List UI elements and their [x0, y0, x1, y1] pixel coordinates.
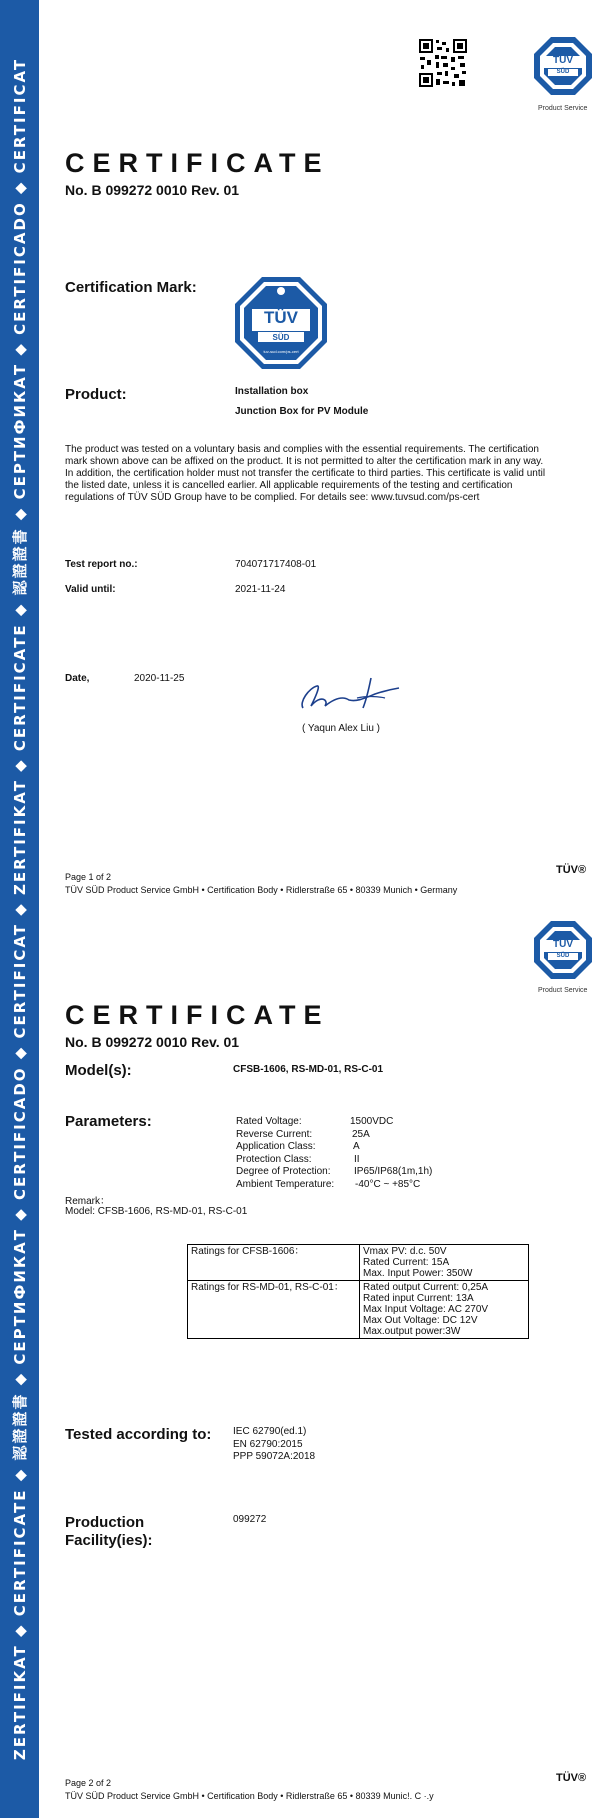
rating-line: Rated output Current: 0,25A: [363, 1282, 489, 1293]
product-service-label: Product Service: [538, 105, 588, 112]
param-row: [236, 1129, 432, 1142]
table-row: [188, 1245, 529, 1281]
param-value: A: [353, 1141, 360, 1152]
production-facility-label: Production Facility(ies):: [65, 1514, 153, 1549]
mark-url: tuv-sud.com/ps-cert: [263, 349, 299, 354]
rating-line: Max.output power:3W: [363, 1326, 461, 1337]
tuv-logo-icon: [533, 36, 593, 100]
param-value: II: [354, 1153, 360, 1165]
standard-item: PPP 59072A:2018: [233, 1451, 316, 1462]
param-row: [236, 1141, 432, 1154]
param-row: [236, 1166, 432, 1179]
models-value: CFSB-1606, RS-MD-01, RS-C-01: [233, 1064, 384, 1075]
rating-line: Rated input Current: 13A: [363, 1293, 474, 1304]
signature-icon: [295, 672, 405, 714]
rating-line: Rated Current: 15A: [363, 1257, 450, 1268]
rating-line: Max. Input Power: 350W: [363, 1268, 473, 1279]
remark-model: Model: CFSB-1606, RS-MD-01, RS-C-01: [65, 1206, 248, 1217]
param-value: 25A: [352, 1128, 370, 1140]
tested-standards: [233, 1426, 315, 1464]
parameters-label: Parameters:: [65, 1113, 152, 1130]
param-value: IP65/IP68(1m,1h): [354, 1166, 433, 1177]
ratings-right-cell: [360, 1245, 529, 1281]
tested-according-label: Tested according to:: [65, 1426, 212, 1443]
page2-footer: TÜV SÜD Product Service GmbH • Certification Body • Ridlerstraße 65 • 80339 Munic!. C ·.y: [65, 1791, 434, 1801]
product-line1: Installation box: [235, 386, 309, 397]
ratings-table: [187, 1244, 529, 1339]
test-report-label: Test report no.:: [65, 559, 138, 570]
compliance-paragraph: The product was tested on a voluntary basis and complies with the essential requirements. The certification mark shown above can be affixed on the product. It is not permitted to alter the certification mark in any way. In addition, the certification holder must not transfer the certificate to third parties. This certificate is valid until the listed date, unless it is cancelled earlier. All applicable requirements of the testing and certification regulations of TÜV SÜD Group have to be complied. For details see: www.tuvsud.com/ps-cert: [65, 444, 546, 503]
test-report-value: 704071717408-01: [235, 559, 317, 570]
page1-title: CERTIFICATE: [65, 148, 330, 178]
page2-title: CERTIFICATE: [65, 1000, 330, 1030]
page1-page-number: Page 1 of 2: [65, 872, 112, 882]
production-facility-value: 099272: [233, 1514, 267, 1525]
param-value: 1500VDC: [350, 1116, 394, 1127]
page1-cert-number: No. B 099272 0010 Rev. 01: [65, 182, 240, 198]
date-label: Date,: [65, 673, 90, 684]
page1-footer: TÜV SÜD Product Service GmbH • Certification Body • Ridlerstraße 65 • 80339 Munich • Germany: [65, 885, 458, 895]
param-value: -40°C ~ +85°C: [355, 1178, 421, 1190]
rating-line: Vmax PV: d.c. 50V: [363, 1246, 447, 1257]
logo-text: TÜV: [553, 55, 573, 66]
logo-sub: SÜD: [556, 69, 570, 75]
param-key: Rated Voltage:: [236, 1116, 302, 1127]
certification-mark-label: Certification Mark:: [65, 279, 197, 296]
param-key: Degree of Protection:: [236, 1166, 331, 1177]
date-value: 2020-11-25: [134, 673, 185, 684]
page2-tuv-mark: TÜV®: [556, 1772, 587, 1784]
param-row: [236, 1179, 432, 1192]
product-service-label: Product Service: [538, 987, 588, 994]
logo-sub: SÜD: [556, 953, 570, 959]
mark-text: TÜV: [264, 308, 298, 327]
remark-label: Remark：: [65, 1196, 111, 1207]
rating-line: Max Input Voltage: AC 270V: [363, 1304, 489, 1315]
param-row: [236, 1154, 432, 1167]
param-key: Application Class:: [236, 1141, 316, 1152]
ratings-left-cell: Ratings for CFSB-1606：: [188, 1245, 360, 1281]
ratings-right-cell: [360, 1281, 529, 1339]
parameters-list: [236, 1116, 432, 1191]
product-label: Product:: [65, 386, 127, 403]
standard-item: EN 62790:2015: [233, 1438, 303, 1450]
param-key: Protection Class:: [236, 1153, 312, 1165]
logo-text: TÜV: [553, 939, 573, 950]
param-key: Ambient Temperature:: [236, 1178, 335, 1190]
page2-cert-number: No. B 099272 0010 Rev. 01: [65, 1034, 240, 1050]
side-band-text: ZERTIFIKAT ◆ CERTIFICATE ◆ 認證證書 ◆ СЕРТИФИКАТ ◆ CERTIFICADO ◆ CERTIFICAT ◆ ZERTIFIKAT ◆ CERTIFICATE ◆ 認證證書 ◆ СЕРТИФИКАТ ◆ CERTIFICADO ◆ CERTIFICAT: [11, 57, 29, 1761]
signer-name: ( Yaqun Alex Liu ): [302, 723, 381, 734]
tuv-logo-icon: [533, 920, 593, 984]
param-row: [236, 1116, 432, 1129]
product-line2: Junction Box for PV Module: [235, 406, 369, 417]
page1-tuv-mark: TÜV®: [556, 864, 587, 876]
table-row: [188, 1281, 529, 1339]
models-label: Model(s):: [65, 1062, 132, 1079]
standard-item: IEC 62790(ed.1): [233, 1426, 307, 1437]
side-band: [0, 0, 39, 1818]
rating-line: Max Out Voltage: DC 12V: [363, 1315, 478, 1326]
param-key: Reverse Current:: [236, 1128, 313, 1140]
ratings-left-cell: Ratings for RS-MD-01, RS-C-01：: [188, 1281, 360, 1339]
valid-until-label: Valid until:: [65, 584, 116, 595]
page2-page-number: Page 2 of 2: [65, 1778, 112, 1788]
qr-code-icon: [418, 38, 468, 88]
mark-sub: SÜD: [272, 333, 290, 342]
valid-until-value: 2021-11-24: [235, 584, 286, 595]
